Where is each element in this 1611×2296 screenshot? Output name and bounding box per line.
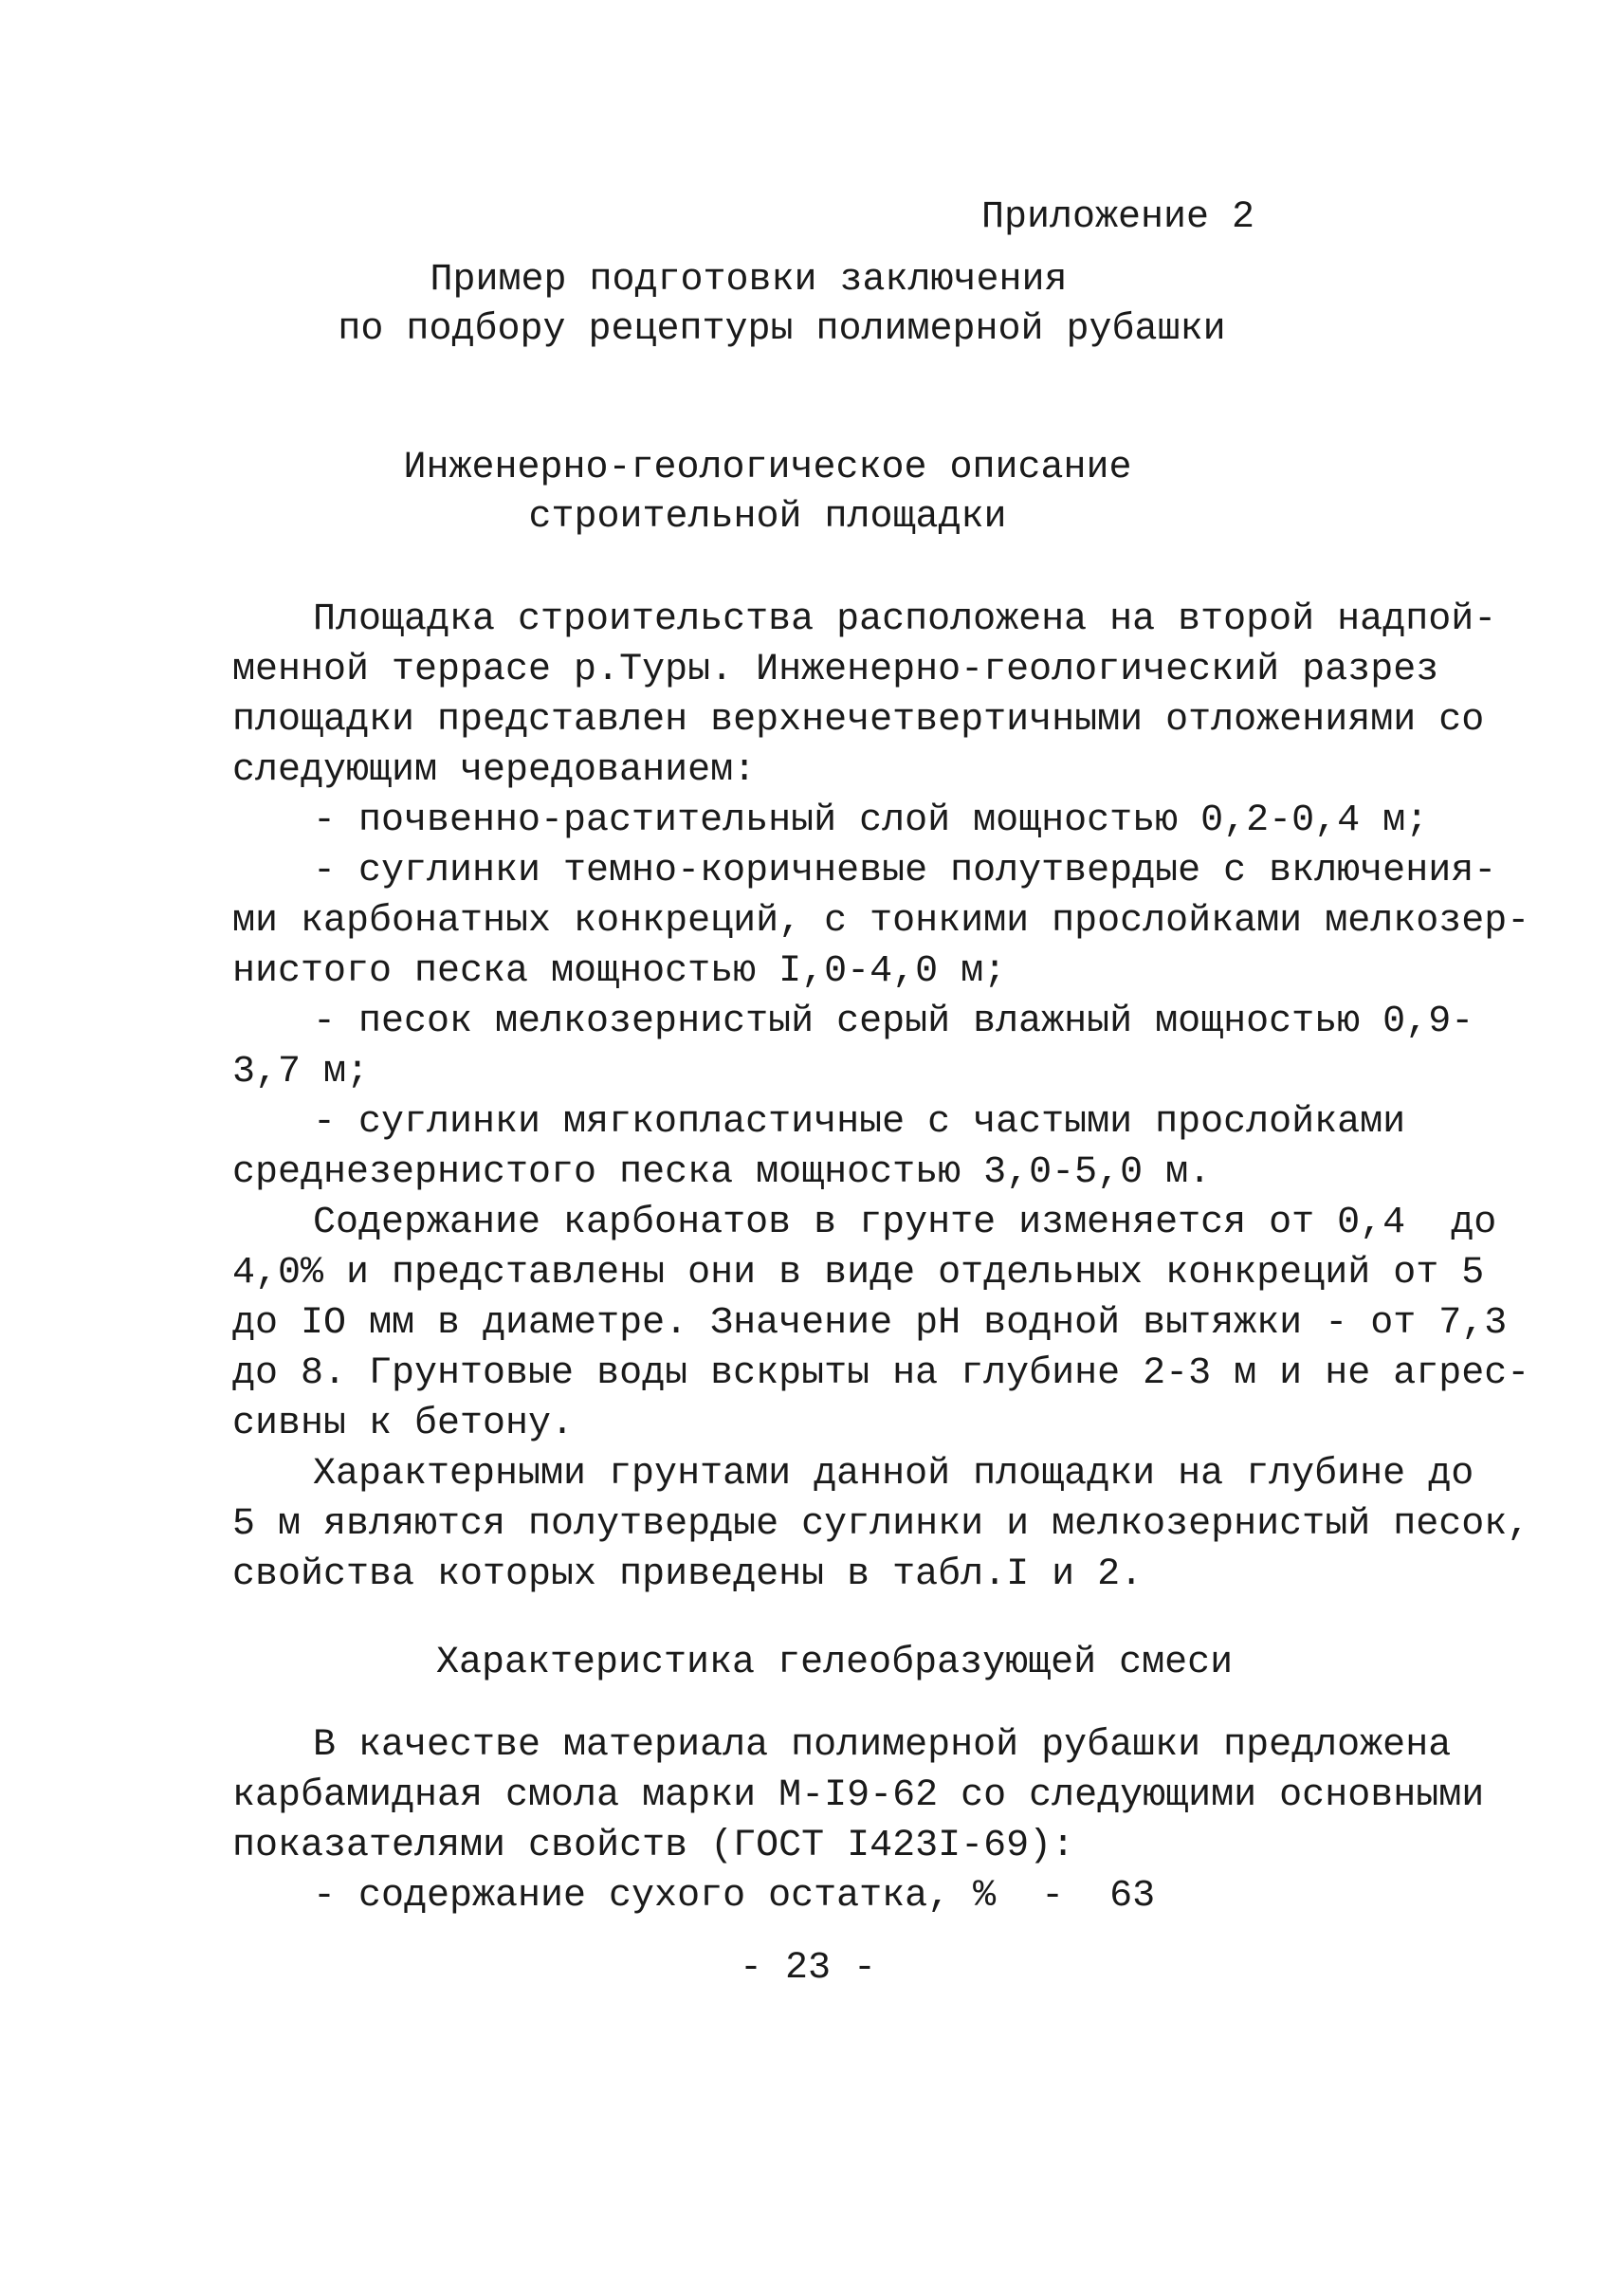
section1-heading-line-2: строительной площадки <box>528 496 1007 539</box>
title-line-2: по подбору рецептуры полимерной рубашки <box>338 308 1226 351</box>
paragraph-line: менной террасе р.Туры. Инженерно-геологический разрез <box>232 649 1439 691</box>
paragraph-line: Характерными грунтами данной площадки на глубине до <box>313 1453 1474 1496</box>
paragraph-line: сивны к бетону. <box>232 1403 575 1445</box>
paragraph-line: 5 м являются полутвердые суглинки и мелкозернистый песок, <box>232 1503 1530 1546</box>
section2-heading: Характеристика гелеобразующей смеси <box>436 1642 1234 1684</box>
paragraph-line: до IO мм в диаметре. Значение pH водной вытяжки - от 7,3 <box>232 1302 1508 1345</box>
page-number: - 23 - <box>740 1947 877 1990</box>
paragraph-line: карбамидная смола марки М-I9-62 со следующими основными <box>232 1774 1485 1817</box>
paragraph-line: площадки представлен верхнечетвертичными отложениями со <box>232 699 1485 742</box>
list-item-line: среднезернистого песка мощностью 3,0-5,0 м. <box>232 1151 1212 1194</box>
list-item-line: 3,7 м; <box>232 1051 370 1093</box>
appendix-label: Приложение 2 <box>981 196 1255 239</box>
paragraph-line: 4,0% и представлены они в виде отдельных конкреций от 5 <box>232 1252 1485 1295</box>
paragraph-line: показателями свойств (ГОСТ I423I-69): <box>232 1825 1075 1867</box>
list-item-line: - суглинки темно-коричневые полутвердые с включения- <box>313 850 1497 892</box>
list-item-line: - суглинки мягкопластичные с частыми прослойками <box>313 1101 1406 1144</box>
paragraph-line: В качестве материала полимерной рубашки предложена <box>313 1724 1452 1767</box>
list-item-line: нистого песка мощностью I,0-4,0 м; <box>232 950 1007 993</box>
section1-heading-line-1: Инженерно-геологическое описание <box>403 447 1132 489</box>
list-item-line: - песок мелкозернистый серый влажный мощностью 0,9- <box>313 1001 1474 1043</box>
paragraph-line: свойства которых приведены в табл.I и 2. <box>232 1553 1144 1596</box>
list-item-line: - почвенно-растительный слой мощностью 0,2-0,4 м; <box>313 799 1429 842</box>
paragraph-line: следующим чередованием: <box>232 749 757 792</box>
paragraph-line: Содержание карбонатов в грунте изменяется от 0,4 до <box>313 1202 1497 1244</box>
list-item-line: - содержание сухого остатка, % - 63 <box>313 1875 1156 1918</box>
paragraph-line: до 8. Грунтовые воды вскрыты на глубине 2-3 м и не агрес- <box>232 1352 1530 1395</box>
title-line-1: Пример подготовки заключения <box>430 259 1068 302</box>
paragraph-line: Площадка строительства расположена на второй надпой- <box>313 598 1497 641</box>
list-item-line: ми карбонатных конкреций, с тонкими прослойками мелкозер- <box>232 900 1530 943</box>
